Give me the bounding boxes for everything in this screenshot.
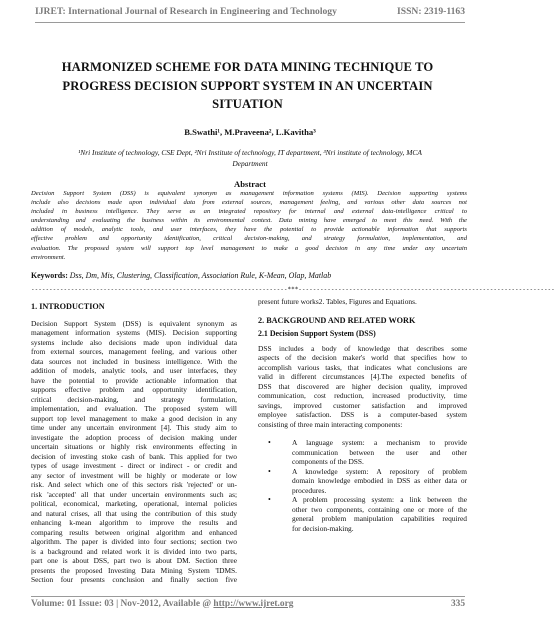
body-line: present future works2. Tables, Figures and Equations. <box>258 297 417 306</box>
volume-info <box>31 599 293 609</box>
body-line: procedures. <box>292 485 327 495</box>
left-column <box>31 302 237 585</box>
body-line: time under any uncertain environment [4]. This study aim to <box>31 423 237 432</box>
abstract-line: Decision Support System (DSS) is equivalent synonym as management information systems (MIS). Decision supporting systems <box>31 190 467 197</box>
body-line: enhancing k-mean algorithm to improve the results and <box>31 518 237 527</box>
issn: ISSN: 2319-1163 <box>397 6 465 17</box>
abstract-heading: Abstract <box>234 179 266 189</box>
affiliation-line: ¹Nri Institute of technology, CSE Dept, ²Nri Institute of technology, IT department, ³Nri institute of technology, MCA <box>78 148 422 157</box>
body-line: supports effective problem and opportunity identification, <box>31 385 237 394</box>
footer-rule <box>31 596 465 597</box>
body-line: decision of investing stoke cash of bank. This applied for two <box>31 451 237 461</box>
abstract-body <box>31 189 467 262</box>
authors: B.Swathi¹, M.Praveena², L.Kavitha³ <box>184 127 316 137</box>
body-line: risk. And select which one of this sectors risk 'rejected' or un- <box>31 480 237 489</box>
body-line: from external sources, management feeling, and various other <box>31 347 237 356</box>
body-line: consisting of three main interacting components: <box>258 419 403 429</box>
body-line: have the potential to provide actionable information that <box>31 375 237 385</box>
body-line: types of usage investment - direct or indirect - or credit and <box>31 461 237 470</box>
volume-text: Volume: 01 Issue: 03 | Nov-2012, Available @ <box>31 599 214 609</box>
body-line: DSS that discovered are higher decision quality, improved <box>258 381 467 391</box>
body-line: presents the proposed Investing Data Mining System 'IDMS. <box>31 565 237 575</box>
journal-link[interactable]: http://www.ijret.org <box>213 599 294 609</box>
title-line: SITUATION <box>212 97 283 111</box>
body-line: A language system: a mechanism to provide <box>292 438 467 447</box>
bullet-icon: • <box>268 438 271 447</box>
header-rule <box>35 22 465 23</box>
body-line: savings, improved customer satisfaction and improved <box>258 400 467 410</box>
body-line: Decision Support System (DSS) is equivalent synonym as <box>31 318 237 328</box>
body-line: management information systems (MIS). Decision supporting <box>31 328 237 337</box>
abstract-line: evaluation. The proposed system will support top level management to make a good decision in any time under any uncertain <box>31 244 467 252</box>
keywords <box>31 271 467 280</box>
body-line: critical decision-making, and strategy formulation, <box>31 394 237 404</box>
body-line: addition of models, analytic tools, and user interfaces, they <box>31 366 237 375</box>
keywords-text: Dss, Dm, Mis, Clustering, Classification, Association Rule, K-Mean, Olap, Matlab <box>67 271 332 280</box>
title-line: HARMONIZED SCHEME FOR DATA MINING TECHNIQUE TO <box>61 60 434 74</box>
bullet-icon: • <box>268 466 271 476</box>
abstract-line: included in business intelligence. They serve as an integrated repository for internal and external data-intelligence critical to <box>31 208 467 216</box>
body-line: risk 'accepted' all that under uncertain environments such as; <box>31 489 237 499</box>
body-line: investigate the adoption process of decision making under <box>31 432 237 442</box>
body-line: aspects of the decision maker's world that specifies how to <box>258 353 467 362</box>
body-line: support top level management to make a good decision in any <box>31 413 237 423</box>
continuation-text <box>258 297 467 307</box>
components-list <box>258 438 467 533</box>
body-line: is a background and related work it is divided into two parts, <box>31 546 237 556</box>
body-line: any sector of investment will be highly or moderate or low <box>31 470 237 480</box>
body-line: for decision-making. <box>292 523 354 533</box>
body-line: communication between the user and other <box>292 447 467 457</box>
page-number: 335 <box>450 599 465 609</box>
body-line: and natural crises, all that using the contribution of this study <box>31 508 237 518</box>
right-column <box>258 297 467 533</box>
affiliation-line: Department <box>232 158 268 168</box>
body-line: communication, cost reduction, increased productivity, time <box>258 391 467 400</box>
body-line: political, economical, marketing, operational, internal policies <box>31 499 237 508</box>
list-item <box>258 495 467 533</box>
title-line: PROGRESS DECISION SUPPORT SYSTEM IN AN UNCERTAIN <box>62 78 433 93</box>
abstract-line: include also decisions made upon individual data from external sources, management feeling, and various other data sources not <box>31 199 467 207</box>
body-line: comparing results between original algorithm and enhanced <box>31 527 237 537</box>
abstract-line: addition of models, analytic tools, and user interfaces, they have the potential to provide actionable information that supports <box>31 226 467 234</box>
abstract-line: effective problem and opportunity identification, critical decision-making, and strategy formulation, implementation, and <box>31 235 467 243</box>
keywords-label: Keywords: <box>31 271 68 280</box>
body-line: components of the DSS. <box>292 457 364 466</box>
body-line: A problem processing system: a link between the <box>292 495 467 504</box>
body-line: implementation, and evaluation. The proposed system will <box>31 404 237 413</box>
body-line: valid in different circumstances [4].The expected benefits of <box>258 372 467 381</box>
body-line: general problem manipulation capabilities required <box>292 514 467 523</box>
body-line: part one is about DSS, part two is about DM. Section three <box>31 556 237 565</box>
body-line: other two components, containing one or more of the <box>292 504 467 514</box>
list-item <box>258 467 467 496</box>
abstract-line: understanding and evaluating the business within its environmental context. Data mining have emerged to meet this need. With the <box>31 217 467 225</box>
body-line: accomplish various tasks, that indicates what conclusions are <box>258 362 467 372</box>
affiliations <box>38 148 462 169</box>
body-line: systems include also decisions made upon individual data <box>31 337 237 347</box>
body-line: Section four presents conclusion and finally section five <box>31 575 237 584</box>
body-line: domain knowledge embodied in DSS as either data or <box>292 476 467 485</box>
dss-body <box>258 344 467 430</box>
introduction-body <box>31 319 237 585</box>
body-line: A knowledge system: A repository of problem <box>292 466 467 476</box>
section-separator: -----------------------------------------------------------------------***----------------------------------------------------------------------- <box>31 286 555 293</box>
section-heading-background: 2. BACKGROUND AND RELATED WORK <box>258 315 416 325</box>
paper-title <box>45 58 450 114</box>
subsection-heading-dss: 2.1 Decision Support System (DSS) <box>258 329 376 338</box>
journal-name: IJRET: International Journal of Research in Engineering and Technology <box>35 6 337 17</box>
section-heading-introduction: 1. INTRODUCTION <box>31 302 105 311</box>
body-line: employee satisfaction. DSS is a computer-based system <box>258 410 467 419</box>
abstract-line: environment. <box>31 253 66 261</box>
body-line: DSS includes a body of knowledge that describes some <box>258 343 467 353</box>
body-line: data sources not included in business intelligence. With the <box>31 356 237 366</box>
list-item <box>258 438 467 467</box>
bullet-icon: • <box>268 495 271 504</box>
body-line: algorithm. The paper is divided into four sections; section two <box>31 537 237 546</box>
body-line: uncertain situations or highly risk environments effecting in <box>31 442 237 451</box>
